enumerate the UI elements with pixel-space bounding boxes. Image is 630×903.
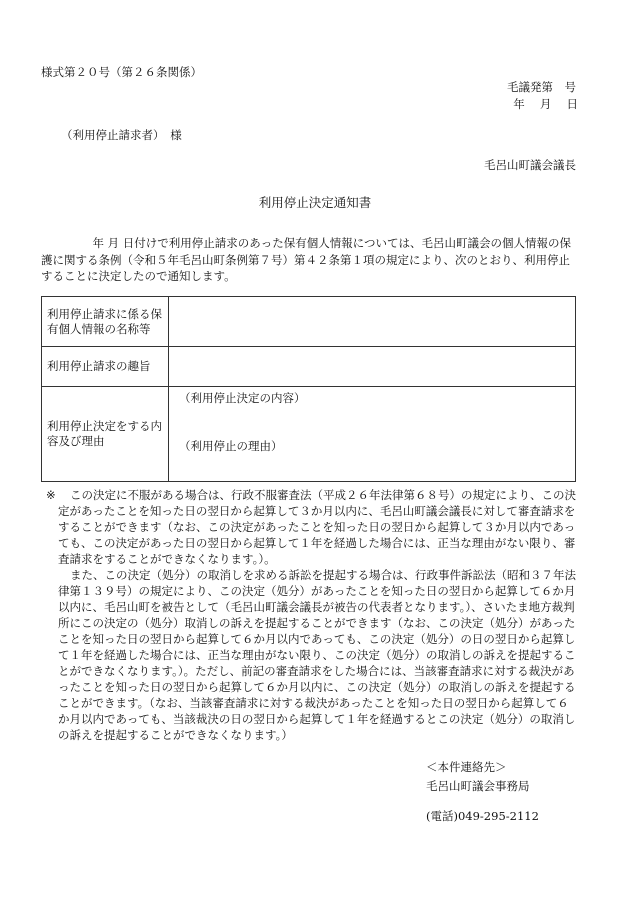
intro-paragraph: 年 月 日付けで利用停止請求のあった保有個人情報については、毛呂山町議会の個人情報の保護に関する条例（令和５年毛呂山町条例第７号）第４２条第１項の規定により、次のとおり、利用停止することに決定したので通知します。 [41,236,571,283]
decision-reason-label: （利用停止の理由） [179,439,283,453]
row-value-decision-content [169,387,576,482]
note-mark: ※ [46,488,56,502]
appeal-notice [46,487,580,743]
form-number: 様式第２０号（第２６条関係） [41,65,202,79]
contact-heading: ＜本件連絡先＞ [426,760,507,774]
row-value-information-name [169,297,576,347]
decision-content-label: （利用停止決定の内容） [179,391,306,405]
table-row [42,297,576,347]
table-row [42,347,576,387]
decision-table [41,296,576,482]
issuer: 毛呂山町議会議長 [484,158,576,172]
contact-office: 毛呂山町議会事務局 [426,779,530,793]
row-value-request-purpose [169,347,576,387]
addressee: （利用停止請求者） 様 [61,128,182,142]
issue-date: 年 月 日 [513,97,578,111]
row-label-decision-content: 利用停止決定をする内容及び理由 [42,387,169,482]
page-title: 利用停止決定通知書 [258,195,372,210]
row-label-information-name: 利用停止請求に係る保有個人情報の名称等 [42,297,169,347]
table-row [42,387,576,482]
row-label-request-purpose: 利用停止請求の趣旨 [42,347,169,387]
notice-paragraph-lawsuit: また、この決定（処分）の取消しを求める訴訟を提起する場合は、行政事件訴訟法（昭和３７年法律第１３９号）の規定により、この決定（処分）があったことを知った日の翌日から起算して６か月以内に、毛呂山町を被告として（毛呂山町議会議長が被告の代表者となります。）、さいたま地方裁判所にこの決定の（処分）取消しの訴えを提起することができます（なお、この決定（処分）があったことを知った日の翌日から起算して６か月以内であっても、この決定（処分）の日の翌日から起算して１年を経過した場合には、正当な理由がない限り、この決定（処分）の取消しの訴えを提起することができなくなります。）。ただし、前記の審査請求をした場合には、当該審査請求に対する裁決があったことを知った日の翌日から起算して６か月以内に、この決定（処分）の取消しの訴えを提起することができます。（なお、当該審査請求に対する裁決があったことを知った日の翌日から起算して６か月以内であっても、当該裁決の日の翌日から起算して１年を経過するとこの決定（処分）の取消しの訴えを提起することができなくなります。） [58,568,576,742]
notice-paragraph-review: この決定に不服がある場合は、行政不服審査法（平成２６年法律第６８号）の規定により、この決定があったことを知った日の翌日から起算して３か月以内に、毛呂山町議会議長に対して審査請求をすることができます（なお、この決定があったことを知った日の翌日から起算して３か月以内であっても、この決定があった日の翌日から起算して１年を経過した場合には、正当な理由がない限り、審査請求をすることができなくなります。）。 [58,488,576,566]
document-number: 毛議発第 号 [507,80,576,94]
contact-phone: (電話)049-295-2112 [426,809,539,823]
